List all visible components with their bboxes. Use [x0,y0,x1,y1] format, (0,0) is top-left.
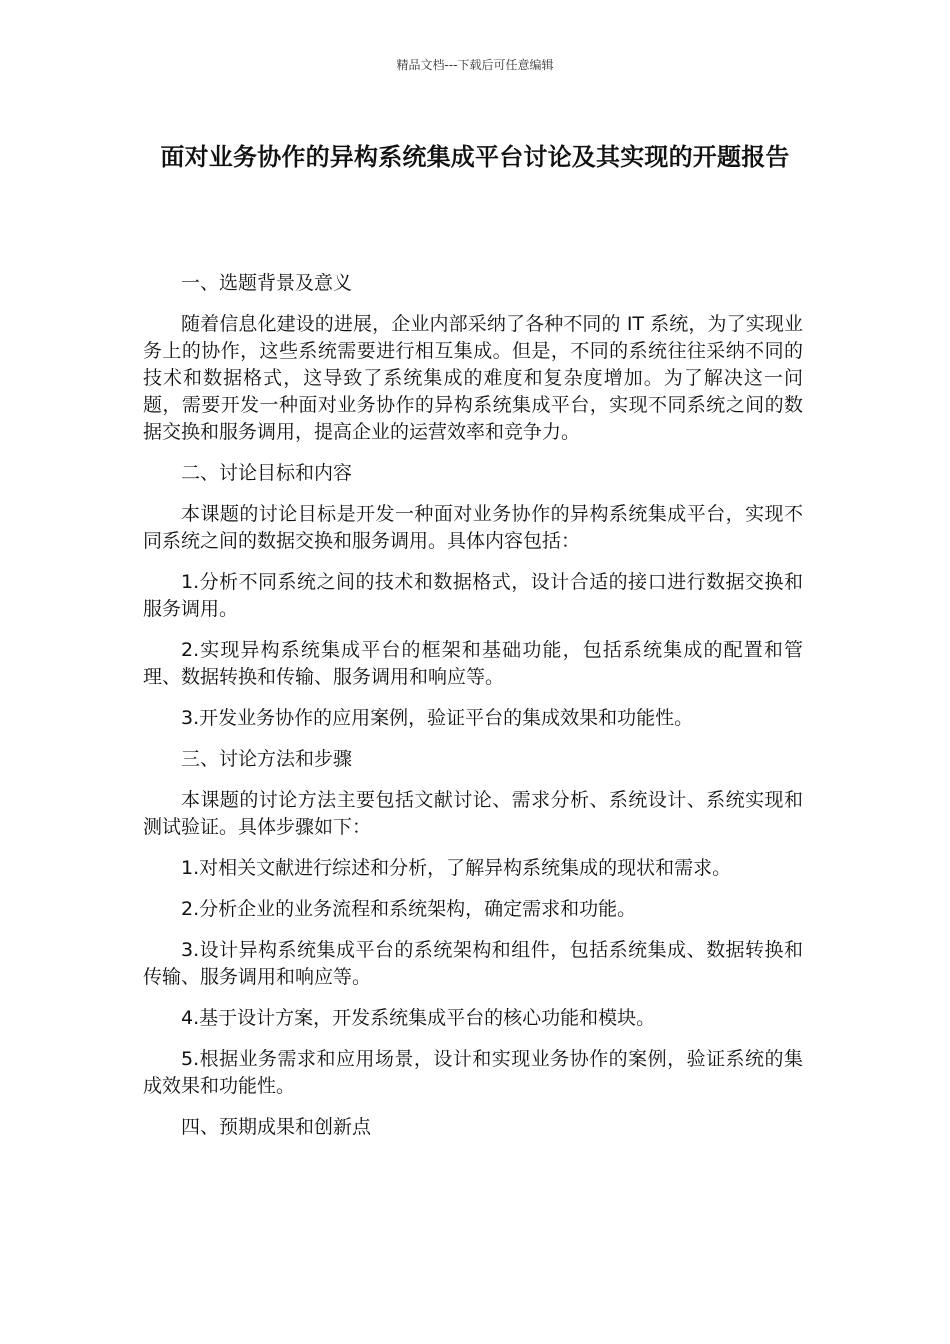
paragraph-goals-intro: 本课题的讨论目标是开发一种面对业务协作的异构系统集成平台，实现不同系统之间的数据交换和服务调用。具体内容包括： [143,503,803,552]
section-heading-outcomes: 四、预期成果和创新点 [181,1116,372,1138]
list-item-step-1: 1.对相关文献进行综述和分析，了解异构系统集成的现状和需求。 [181,857,732,879]
list-item-goal-2: 2.实现异构系统集成平台的框架和基础功能，包括系统集成的配置和管理、数据转换和传输、服务调用和响应等。 [143,639,803,688]
list-item-goal-1: 1.分析不同系统之间的技术和数据格式，设计合适的接口进行数据交换和服务调用。 [143,571,803,620]
page-header: 精品文档---下载后可任意编辑 [396,58,554,72]
list-item-goal-3: 3.开发业务协作的应用案例，验证平台的集成效果和功能性。 [181,707,694,729]
section-heading-background: 一、选题背景及意义 [181,272,353,294]
list-item-step-3: 3.设计异构系统集成平台的系统架构和组件，包括系统集成、数据转换和传输、服务调用和响应等。 [143,939,803,988]
list-item-step-5: 5.根据业务需求和应用场景，设计和实现业务协作的案例，验证系统的集成效果和功能性。 [143,1048,803,1097]
paragraph-background: 随着信息化建设的进展，企业内部采纳了各种不同的 IT 系统，为了实现业务上的协作，这些系统需要进行相互集成。但是，不同的系统往往采纳不同的技术和数据格式，这导致了系统集成的难度和复杂度增加。为了解决这一问题，需要开发一种面对业务协作的异构系统集成平台，实现不同系统之间的数据交换和服务调用，提高企业的运营效率和竞争力。 [143,313,803,443]
paragraph-methods-intro: 本课题的讨论方法主要包括文献讨论、需求分析、系统设计、系统实现和测试验证。具体步骤如下： [143,789,803,838]
document-body [143,270,803,1155]
section-heading-methods: 三、讨论方法和步骤 [181,748,353,770]
document-title: 面对业务协作的异构系统集成平台讨论及其实现的开题报告 [160,143,790,171]
list-item-step-4: 4.基于设计方案，开发系统集成平台的核心功能和模块。 [181,1007,656,1029]
section-heading-goals: 二、讨论目标和内容 [181,462,353,484]
list-item-step-2: 2.分析企业的业务流程和系统架构，确定需求和功能。 [181,898,637,920]
